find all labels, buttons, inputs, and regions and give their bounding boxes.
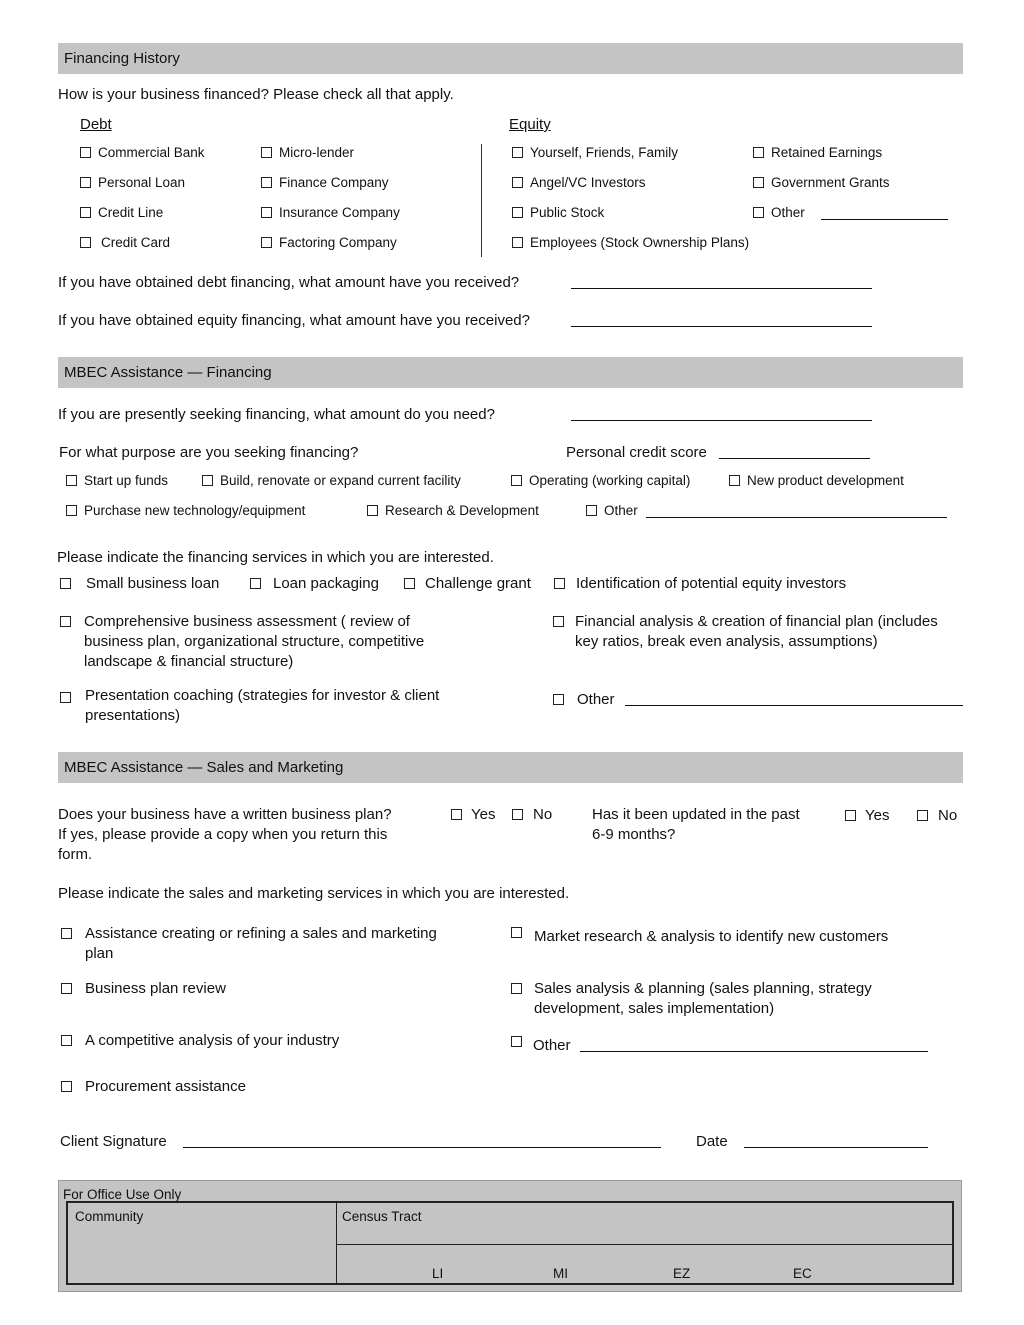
- checkbox-government-grants[interactable]: Government Grants: [753, 175, 890, 190]
- sales-services-question: Please indicate the sales and marketing services in which you are interested.: [58, 885, 570, 902]
- checkbox-icon[interactable]: [512, 207, 523, 218]
- checkbox-icon[interactable]: [80, 147, 91, 158]
- checkbox-icon[interactable]: [512, 147, 523, 158]
- purpose-question: For what purpose are you seeking financing?: [59, 444, 359, 461]
- financing-services-question: Please indicate the financing services in which you are interested.: [57, 549, 494, 566]
- table-divider: [337, 1244, 952, 1245]
- checkbox-icon[interactable]: [512, 809, 523, 820]
- purpose-other-field[interactable]: [646, 517, 947, 518]
- section-header-financing: [58, 357, 963, 388]
- checkbox-icon[interactable]: [451, 809, 462, 820]
- equity-amount-field[interactable]: [571, 326, 872, 327]
- section-title: MBEC Assistance — Financing: [64, 364, 272, 381]
- checkbox-icon[interactable]: [66, 505, 77, 516]
- financing-service-other-field[interactable]: [625, 705, 963, 706]
- checkbox-icon[interactable]: [261, 177, 272, 188]
- checkbox-icon[interactable]: [367, 505, 378, 516]
- checkbox-icon[interactable]: [261, 147, 272, 158]
- checkbox-icon[interactable]: [586, 505, 597, 516]
- plan-updated-question: Has it been updated in the past: [592, 806, 800, 823]
- checkbox-icon[interactable]: [202, 475, 213, 486]
- checkbox-public-stock[interactable]: Public Stock: [512, 205, 604, 220]
- checkbox-equity-other[interactable]: Other: [753, 205, 805, 220]
- checkbox-icon[interactable]: [511, 927, 522, 938]
- checkbox-yourself-friends-family[interactable]: Yourself, Friends, Family: [512, 145, 678, 160]
- debt-amount-question: If you have obtained debt financing, what amount have you received?: [58, 274, 520, 291]
- checkbox-finance-company[interactable]: Finance Company: [261, 175, 389, 190]
- census-tract-label: Census Tract: [342, 1209, 422, 1224]
- checkbox-credit-card[interactable]: Credit Card: [80, 235, 170, 250]
- checkbox-icon[interactable]: [61, 983, 72, 994]
- checkbox-build-renovate[interactable]: Build, renovate or expand current facility: [202, 473, 461, 488]
- checkbox-start-up-funds[interactable]: Start up funds: [66, 473, 168, 488]
- credit-score-field[interactable]: [719, 458, 870, 459]
- column-divider: [481, 144, 482, 257]
- checkbox-icon[interactable]: [753, 147, 764, 158]
- credit-score-label: Personal credit score: [566, 444, 707, 461]
- checkbox-research-development[interactable]: Research & Development: [367, 503, 539, 518]
- checkbox-icon[interactable]: [512, 237, 523, 248]
- code-ec: EC: [793, 1266, 812, 1281]
- checkbox-icon[interactable]: [60, 616, 71, 627]
- checkbox-employees-stock[interactable]: Employees (Stock Ownership Plans): [512, 235, 749, 250]
- section-title: Financing History: [64, 50, 180, 67]
- checkbox-commercial-bank[interactable]: Commercial Bank: [80, 145, 205, 160]
- office-use-title: For Office Use Only: [63, 1187, 182, 1202]
- checkbox-angel-vc[interactable]: Angel/VC Investors: [512, 175, 646, 190]
- checkbox-purpose-other[interactable]: Other: [586, 503, 638, 518]
- code-mi: MI: [553, 1266, 568, 1281]
- amount-needed-field[interactable]: [571, 420, 872, 421]
- checkbox-icon[interactable]: [80, 237, 91, 248]
- checkbox-icon[interactable]: [753, 177, 764, 188]
- checkbox-icon[interactable]: [80, 207, 91, 218]
- checkbox-operating[interactable]: Operating (working capital): [511, 473, 690, 488]
- checkbox-icon[interactable]: [404, 578, 415, 589]
- checkbox-credit-line[interactable]: Credit Line: [80, 205, 163, 220]
- client-signature-field[interactable]: [183, 1147, 661, 1148]
- date-label: Date: [696, 1133, 728, 1150]
- checkbox-icon[interactable]: [66, 475, 77, 486]
- business-plan-question: Does your business have a written business plan?: [58, 806, 392, 823]
- checkbox-icon[interactable]: [553, 694, 564, 705]
- equity-amount-question: If you have obtained equity financing, what amount have you received?: [58, 312, 530, 329]
- amount-needed-question: If you are presently seeking financing, what amount do you need?: [58, 406, 495, 423]
- financing-question: How is your business financed? Please check all that apply.: [58, 86, 454, 103]
- section-title: MBEC Assistance — Sales and Marketing: [64, 759, 344, 776]
- checkbox-micro-lender[interactable]: Micro-lender: [261, 145, 354, 160]
- checkbox-icon[interactable]: [917, 810, 928, 821]
- checkbox-icon[interactable]: [261, 207, 272, 218]
- business-plan-note: form.: [58, 846, 93, 863]
- code-ez: EZ: [673, 1266, 691, 1281]
- checkbox-icon[interactable]: [250, 578, 261, 589]
- debt-amount-field[interactable]: [571, 288, 872, 289]
- checkbox-insurance-company[interactable]: Insurance Company: [261, 205, 400, 220]
- equity-other-field[interactable]: [821, 219, 948, 220]
- section-header-sales-marketing: [58, 752, 963, 783]
- checkbox-retained-earnings[interactable]: Retained Earnings: [753, 145, 882, 160]
- checkbox-factoring-company[interactable]: Factoring Company: [261, 235, 397, 250]
- checkbox-icon[interactable]: [511, 1036, 522, 1047]
- checkbox-icon[interactable]: [261, 237, 272, 248]
- checkbox-icon[interactable]: [729, 475, 740, 486]
- checkbox-icon[interactable]: [61, 928, 72, 939]
- client-signature-label: Client Signature: [60, 1133, 167, 1150]
- plan-updated-question: 6-9 months?: [592, 826, 676, 843]
- checkbox-icon[interactable]: [554, 578, 565, 589]
- section-header-financing-history: [58, 43, 963, 74]
- debt-heading: Debt: [80, 116, 112, 133]
- checkbox-icon[interactable]: [512, 177, 523, 188]
- date-field[interactable]: [744, 1147, 928, 1148]
- checkbox-icon[interactable]: [80, 177, 91, 188]
- checkbox-icon[interactable]: [61, 1035, 72, 1046]
- checkbox-icon[interactable]: [511, 475, 522, 486]
- checkbox-icon[interactable]: [60, 578, 71, 589]
- sales-other-field[interactable]: [580, 1051, 928, 1052]
- business-plan-note: If yes, please provide a copy when you return this: [58, 826, 388, 843]
- checkbox-icon[interactable]: [753, 207, 764, 218]
- checkbox-personal-loan[interactable]: Personal Loan: [80, 175, 185, 190]
- table-divider: [336, 1203, 337, 1283]
- office-use-box: [58, 1180, 962, 1292]
- checkbox-icon[interactable]: [60, 692, 71, 703]
- checkbox-icon[interactable]: [511, 983, 522, 994]
- equity-heading: Equity: [509, 116, 551, 133]
- code-li: LI: [432, 1266, 444, 1281]
- community-label: Community: [75, 1209, 144, 1224]
- checkbox-icon[interactable]: [845, 810, 856, 821]
- checkbox-icon[interactable]: [61, 1081, 72, 1092]
- checkbox-new-product[interactable]: New product development: [729, 473, 904, 488]
- checkbox-purchase-technology[interactable]: Purchase new technology/equipment: [66, 503, 305, 518]
- office-use-table: [66, 1201, 954, 1285]
- checkbox-icon[interactable]: [553, 616, 564, 627]
